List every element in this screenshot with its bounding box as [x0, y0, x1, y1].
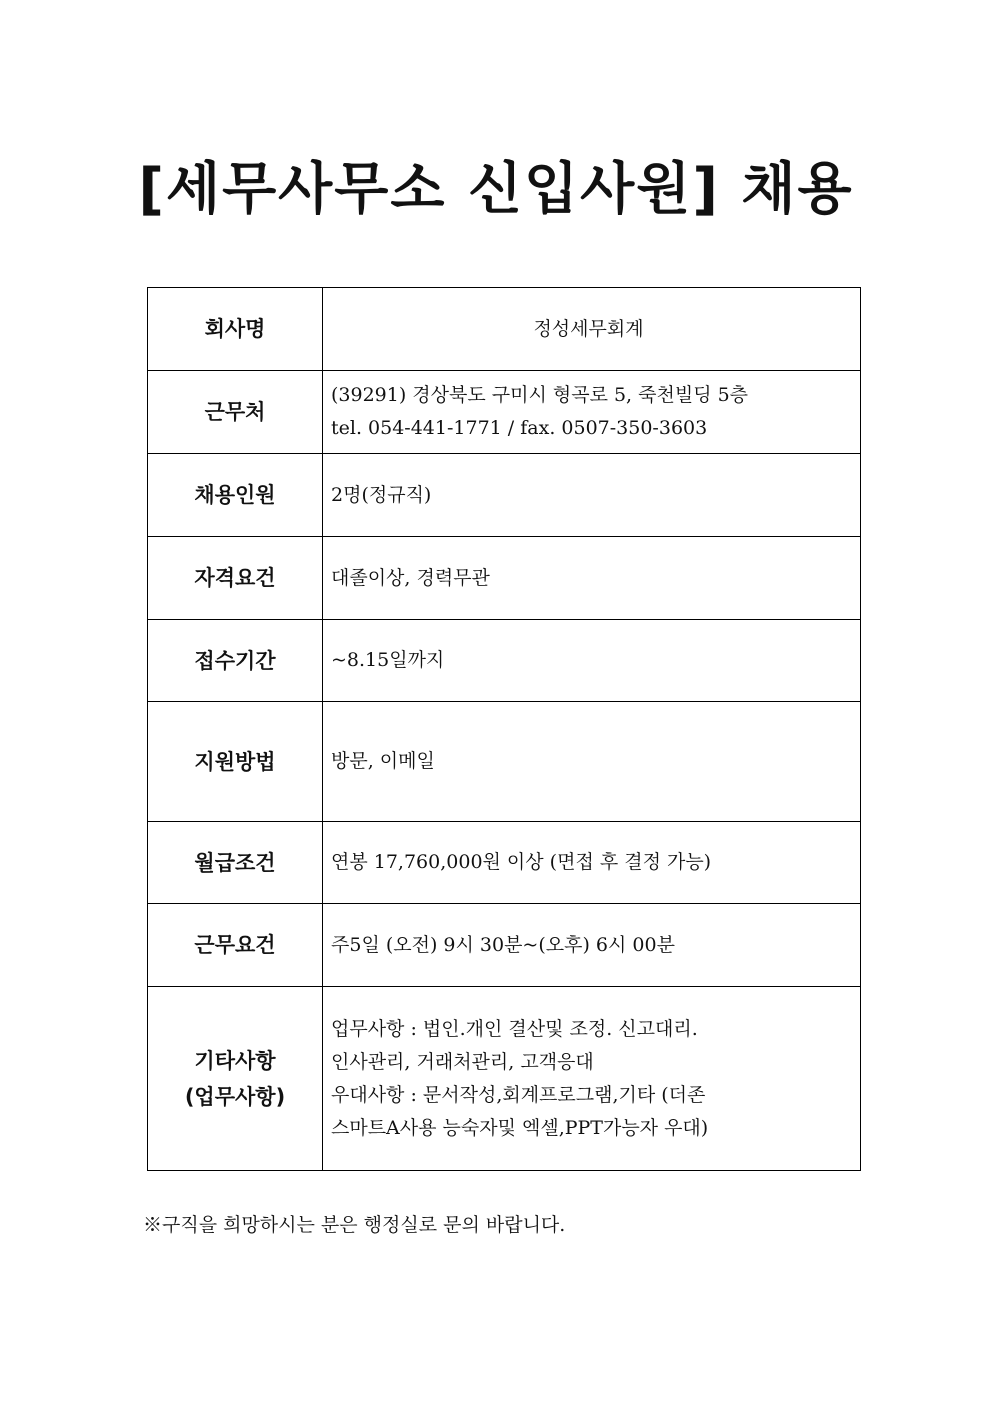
table-row-hours	[148, 904, 861, 987]
value-line: 주5일 (오전) 9시 30분~(오후) 6시 00분	[331, 933, 675, 956]
row-label: 채용인원	[148, 454, 323, 537]
contact-footnote: ※구직을 희망하시는 분은 행정실로 문의 바랍니다.	[143, 1214, 566, 1236]
table-row-salary	[148, 822, 861, 904]
job-info-table	[147, 287, 861, 1171]
value-line: tel. 054-441-1771 / fax. 0507-350-3603	[331, 417, 708, 439]
label-line: 기타사항	[194, 1048, 276, 1073]
value-line: 업무사항 : 법인.개인 결산및 조정. 신고대리.	[331, 1017, 698, 1040]
row-label: 자격요건	[148, 537, 323, 620]
row-label: 근무요건	[148, 904, 323, 987]
value-line: 스마트A사용 능숙자및 엑셀,PPT가능자 우대)	[331, 1116, 709, 1139]
value-line: 방문, 이메일	[331, 750, 435, 772]
row-label: 근무처	[148, 371, 323, 454]
row-label: 회사명	[148, 288, 323, 371]
table-row-company	[148, 288, 861, 371]
value-line: 우대사항 : 문서작성,회계프로그램,기타 (더존	[331, 1083, 706, 1106]
row-value	[323, 371, 861, 454]
row-value	[323, 620, 861, 702]
table-row-workplace	[148, 371, 861, 454]
table-row-period	[148, 620, 861, 702]
value-line: (39291) 경상북도 구미시 형곡로 5, 죽천빌딩 5층	[331, 384, 749, 406]
value-line: 2명(정규직)	[331, 483, 432, 506]
value-line: 대졸이상, 경력무관	[331, 566, 490, 589]
table-row-headcount	[148, 454, 861, 537]
row-label	[148, 987, 323, 1171]
value-line: 연봉 17,760,000원 이상 (면접 후 결정 가능)	[331, 851, 712, 873]
value-line: 인사관리, 거래처관리, 고객응대	[331, 1050, 594, 1073]
row-value	[323, 537, 861, 620]
row-value	[323, 454, 861, 537]
row-value	[323, 822, 861, 904]
row-value	[323, 904, 861, 987]
row-value	[323, 987, 861, 1171]
page-title: [세무사무소 신입사원] 채용	[138, 157, 854, 222]
row-value	[323, 288, 861, 371]
row-label: 지원방법	[148, 702, 323, 822]
row-value	[323, 702, 861, 822]
value-line: ~8.15일까지	[331, 649, 445, 671]
table-row-other	[148, 987, 861, 1171]
row-label: 접수기간	[148, 620, 323, 702]
table-row-method	[148, 702, 861, 822]
table-row-qualification	[148, 537, 861, 620]
value-line: 정성세무회계	[533, 317, 644, 340]
label-line: (업무사항)	[184, 1084, 286, 1109]
row-label: 월급조건	[148, 822, 323, 904]
